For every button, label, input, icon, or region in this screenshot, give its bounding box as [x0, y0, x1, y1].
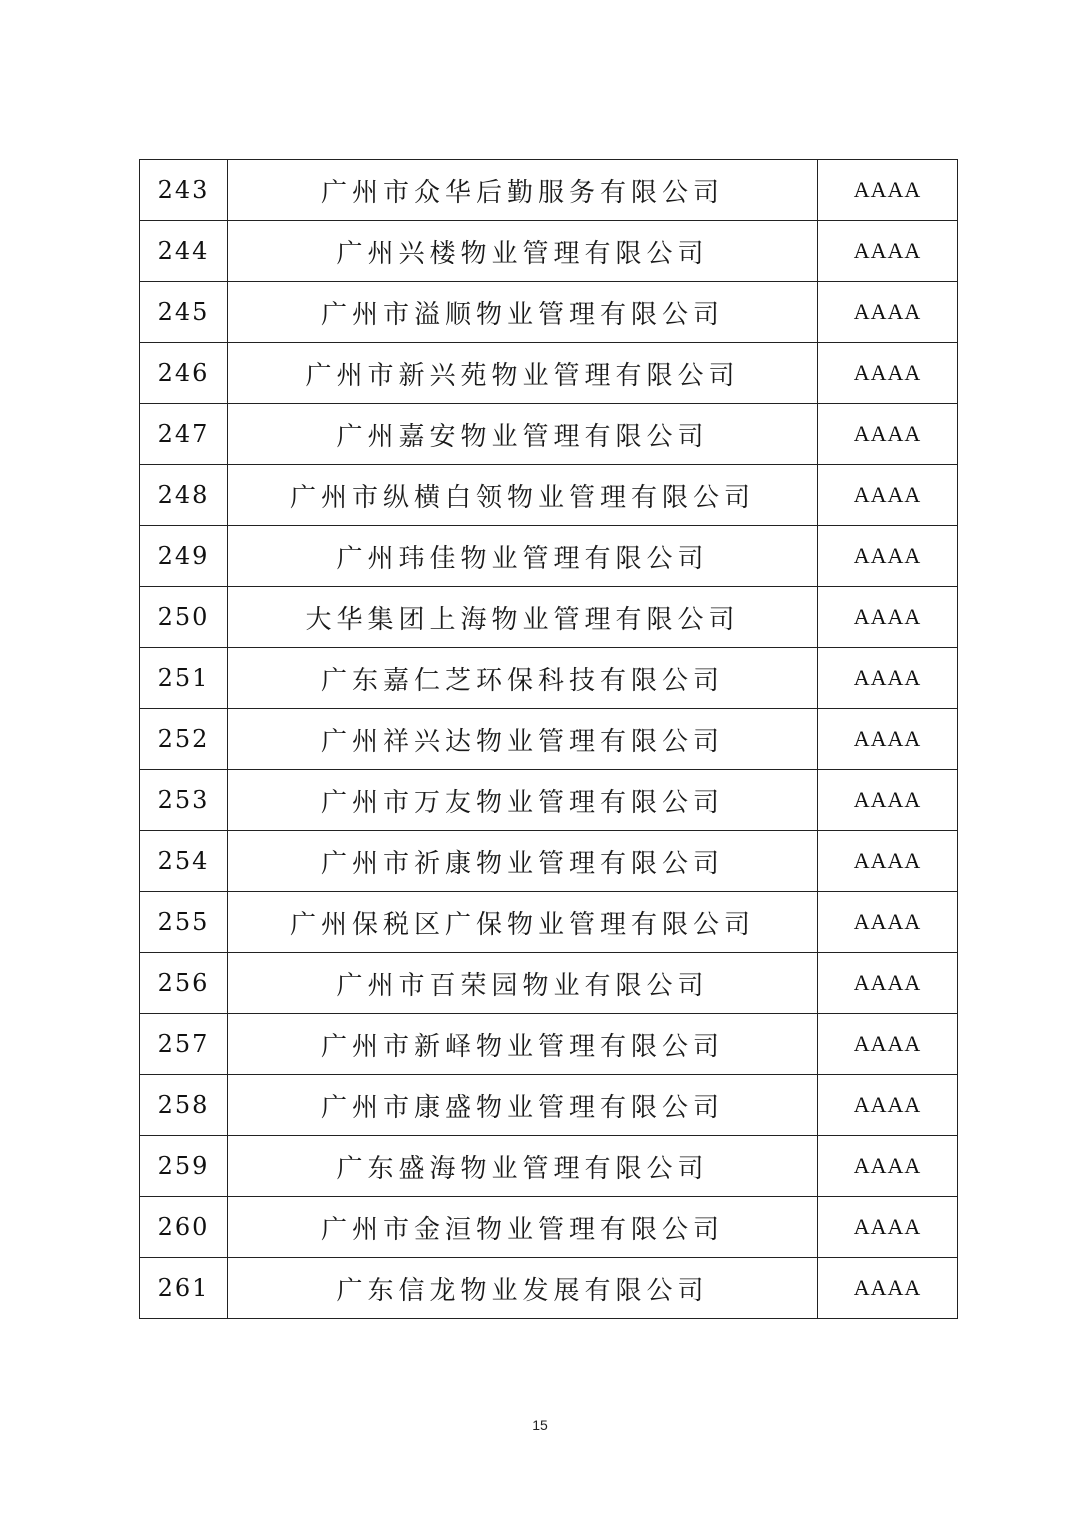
- rating-grade: AAAA: [818, 1197, 958, 1258]
- table-row: [140, 1014, 958, 1075]
- row-number: 255: [140, 892, 228, 953]
- table-row: [140, 892, 958, 953]
- row-number: 245: [140, 282, 228, 343]
- row-number: 246: [140, 343, 228, 404]
- row-number: 250: [140, 587, 228, 648]
- row-number: 249: [140, 526, 228, 587]
- company-name: 广州市众华后勤服务有限公司: [228, 160, 818, 221]
- row-number: 248: [140, 465, 228, 526]
- company-name: 广州市金洹物业管理有限公司: [228, 1197, 818, 1258]
- company-name: 广州市新峄物业管理有限公司: [228, 1014, 818, 1075]
- company-name: 广州市纵横白领物业管理有限公司: [228, 465, 818, 526]
- row-number: 243: [140, 160, 228, 221]
- table-row: [140, 221, 958, 282]
- table-row: [140, 1075, 958, 1136]
- table-row: [140, 1197, 958, 1258]
- rating-grade: AAAA: [818, 892, 958, 953]
- company-name: 广州保税区广保物业管理有限公司: [228, 892, 818, 953]
- table-row: [140, 1136, 958, 1197]
- rating-grade: AAAA: [818, 831, 958, 892]
- rating-grade: AAAA: [818, 953, 958, 1014]
- row-number: 251: [140, 648, 228, 709]
- company-name: 广东嘉仁芝环保科技有限公司: [228, 648, 818, 709]
- table-row: [140, 404, 958, 465]
- company-name: 广州市祈康物业管理有限公司: [228, 831, 818, 892]
- company-name: 大华集团上海物业管理有限公司: [228, 587, 818, 648]
- rating-grade: AAAA: [818, 526, 958, 587]
- table-row: [140, 770, 958, 831]
- company-name: 广州祥兴达物业管理有限公司: [228, 709, 818, 770]
- table-row: [140, 648, 958, 709]
- rating-grade: AAAA: [818, 1258, 958, 1319]
- company-name: 广州市新兴苑物业管理有限公司: [228, 343, 818, 404]
- rating-grade: AAAA: [818, 770, 958, 831]
- rating-grade: AAAA: [818, 709, 958, 770]
- row-number: 260: [140, 1197, 228, 1258]
- row-number: 257: [140, 1014, 228, 1075]
- company-name: 广州市溢顺物业管理有限公司: [228, 282, 818, 343]
- row-number: 261: [140, 1258, 228, 1319]
- company-name: 广州市万友物业管理有限公司: [228, 770, 818, 831]
- rating-grade: AAAA: [818, 343, 958, 404]
- page-number: 15: [532, 1417, 548, 1433]
- table-row: [140, 465, 958, 526]
- company-name: 广东盛海物业管理有限公司: [228, 1136, 818, 1197]
- company-name: 广州市百荣园物业有限公司: [228, 953, 818, 1014]
- table-row: [140, 709, 958, 770]
- table-row: [140, 160, 958, 221]
- table-body: [140, 160, 958, 1319]
- rating-grade: AAAA: [818, 1075, 958, 1136]
- table-row: [140, 1258, 958, 1319]
- table-row: [140, 587, 958, 648]
- row-number: 258: [140, 1075, 228, 1136]
- table-row: [140, 343, 958, 404]
- rating-grade: AAAA: [818, 1136, 958, 1197]
- company-name: 广州市康盛物业管理有限公司: [228, 1075, 818, 1136]
- rating-grade: AAAA: [818, 160, 958, 221]
- table-row: [140, 953, 958, 1014]
- row-number: 247: [140, 404, 228, 465]
- rating-grade: AAAA: [818, 465, 958, 526]
- rating-grade: AAAA: [818, 404, 958, 465]
- row-number: 252: [140, 709, 228, 770]
- row-number: 254: [140, 831, 228, 892]
- rating-grade: AAAA: [818, 1014, 958, 1075]
- company-name: 广东信龙物业发展有限公司: [228, 1258, 818, 1319]
- table-row: [140, 831, 958, 892]
- rating-grade: AAAA: [818, 587, 958, 648]
- company-rating-table: [139, 159, 958, 1319]
- rating-grade: AAAA: [818, 221, 958, 282]
- row-number: 253: [140, 770, 228, 831]
- company-name: 广州玮佳物业管理有限公司: [228, 526, 818, 587]
- company-name: 广州兴楼物业管理有限公司: [228, 221, 818, 282]
- row-number: 259: [140, 1136, 228, 1197]
- table-row: [140, 282, 958, 343]
- table-row: [140, 526, 958, 587]
- rating-grade: AAAA: [818, 648, 958, 709]
- row-number: 256: [140, 953, 228, 1014]
- company-name: 广州嘉安物业管理有限公司: [228, 404, 818, 465]
- row-number: 244: [140, 221, 228, 282]
- rating-grade: AAAA: [818, 282, 958, 343]
